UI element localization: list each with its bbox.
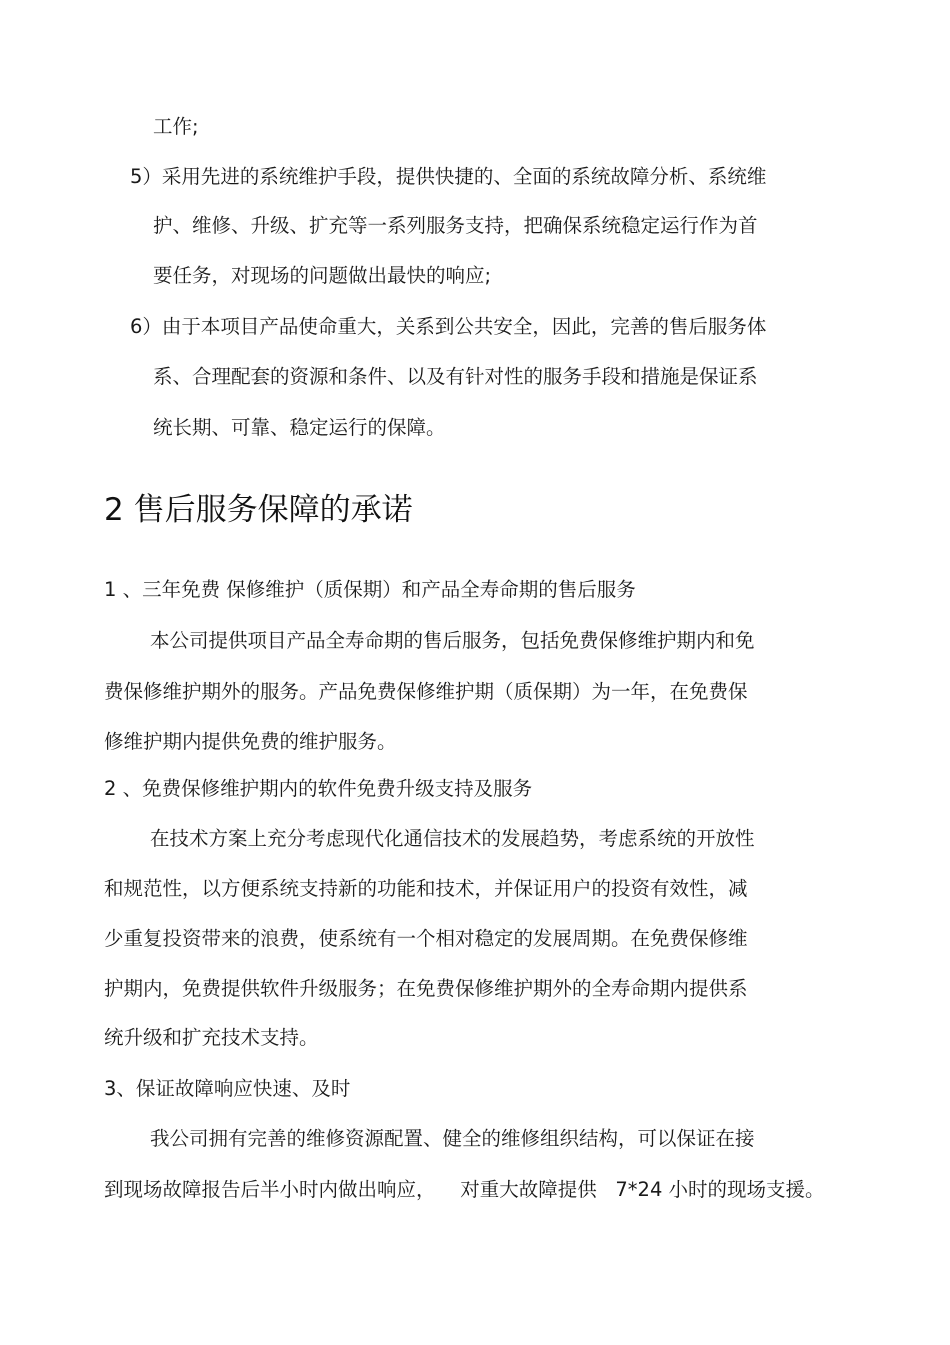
- list-item-5-line-3: 要任务，对现场的问题做出最快的响应;: [153, 264, 492, 287]
- list-item-6-line-2: 系、合理配套的资源和条件、以及有针对性的服务手段和措施是保证系: [153, 365, 758, 388]
- section-2-line-2: 和规范性，以方便系统支持新的功能和技术，并保证用户的投资有效性，减: [104, 877, 748, 900]
- section-3-line-1: 我公司拥有完善的维修资源配置、健全的维修组织结构，可以保证在接: [150, 1127, 755, 1150]
- list-item-5-line-1: 5）采用先进的系统维护手段，提供快捷的、全面的系统故障分析、系统维: [130, 165, 767, 188]
- section-2-line-1: 在技术方案上充分考虑现代化通信技术的发展趋势，考虑系统的开放性: [150, 827, 755, 850]
- section-heading: 2 售后服务保障的承诺: [104, 492, 413, 528]
- list-item-6-line-1: 6）由于本项目产品使命重大，关系到公共安全，因此，完善的售后服务体: [130, 315, 767, 338]
- section-1-title: 1 、三年免费 保修维护（质保期）和产品全寿命期的售后服务: [104, 578, 636, 601]
- section-1-line-3: 修维护期内提供免费的维护服务。: [104, 730, 397, 753]
- section-3-title: 3、保证故障响应快速、及时: [104, 1077, 351, 1100]
- section-2-line-5: 统升级和扩充技术支持。: [104, 1026, 319, 1049]
- section-2-line-4: 护期内，免费提供软件升级服务；在免费保修维护期外的全寿命期内提供系: [104, 977, 748, 1000]
- list-item-4-continuation: 工作;: [153, 115, 199, 138]
- section-1-line-2: 费保修维护期外的服务。产品免费保修维护期（质保期）为一年，在免费保: [104, 680, 748, 703]
- list-item-5-line-2: 护、维修、升级、扩充等一系列服务支持，把确保系统稳定运行作为首: [153, 214, 758, 237]
- section-1-line-1: 本公司提供项目产品全寿命期的售后服务，包括免费保修维护期内和免: [150, 629, 755, 652]
- list-item-6-line-3: 统长期、可靠、稳定运行的保障。: [153, 416, 446, 439]
- section-3-line-2: 到现场故障报告后半小时内做出响应， 对重大故障提供 7*24 小时的现场支援。: [104, 1178, 825, 1201]
- section-2-line-3: 少重复投资带来的浪费，使系统有一个相对稳定的发展周期。在免费保修维: [104, 927, 748, 950]
- section-2-title: 2 、免费保修维护期内的软件免费升级支持及服务: [104, 777, 533, 800]
